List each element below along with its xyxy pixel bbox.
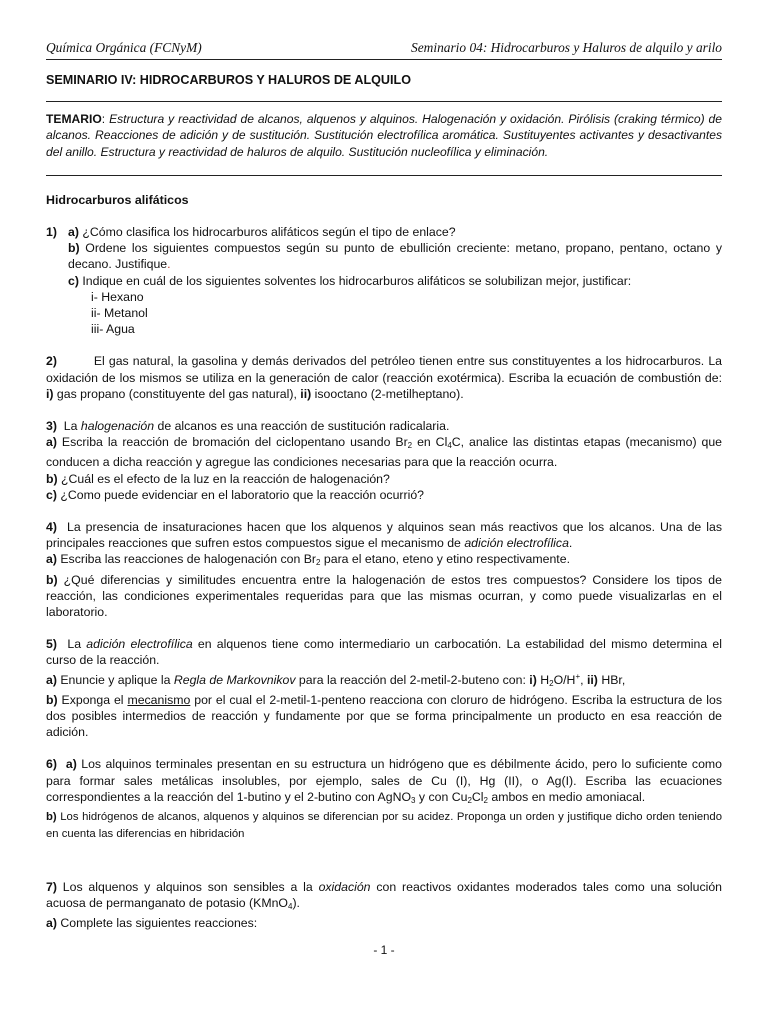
q5-a-sep: , bbox=[580, 672, 587, 687]
q3-intro-a: La bbox=[63, 418, 81, 433]
q5-a-ii-text: HBr, bbox=[597, 672, 626, 687]
q6-a-text1: Los alquinos terminales presentan en su estructura un hidrógeno que es débilmente ácido, pero lo suficiente como para formar sales metálicas insolubles, por ejemplo, sales de Cu (I), Hg (II), o Ag(I). Escriba las ecuaciones correspondientes a la reacción del 1-butino y el 2-butino con AgNO bbox=[46, 757, 722, 804]
question-2 bbox=[46, 353, 722, 402]
q7-intro-c: ). bbox=[292, 896, 300, 911]
q6-a-label: a) bbox=[65, 757, 77, 772]
q3-c-text: ¿Como puede evidenciar en el laboratorio que la reacción ocurrió? bbox=[56, 487, 425, 502]
q3-a-text2: en Cl bbox=[412, 435, 448, 450]
q3-a-sub2: 4 bbox=[447, 441, 452, 451]
q6-a-text2: y con Cu bbox=[415, 789, 468, 804]
q7-intro-em: oxidación bbox=[318, 879, 371, 894]
temario-label: TEMARIO bbox=[46, 112, 102, 126]
q4-a-sub: 2 bbox=[316, 558, 321, 568]
q6-b-label: b) bbox=[46, 810, 57, 823]
q3-b-text: ¿Cuál es el efecto de la luz en la reacción de halogenación? bbox=[57, 471, 390, 486]
q5-b-text1: Exponga el bbox=[57, 692, 128, 707]
question-3 bbox=[46, 418, 722, 503]
section-heading: Hidrocarburos alifáticos bbox=[46, 192, 189, 207]
question-7 bbox=[46, 879, 722, 932]
q3-intro-em: halogenación bbox=[80, 418, 155, 433]
q5-a-text2: para la reacción del 2-metil-2-buteno con: bbox=[295, 672, 530, 687]
q5-a-i-text2: O/H bbox=[553, 672, 576, 687]
q7-a-label: a) bbox=[46, 916, 57, 931]
question-4 bbox=[46, 519, 722, 620]
q1-b-text: Ordene los siguientes compuestos según su punto de ebullición creciente: metano, propano, pentano, octano y decano. Justifique bbox=[68, 241, 722, 272]
q4-intro-a: La presencia de insaturaciones hacen que los alquenos y alquinos sean más reactivos que los alcanos. Una de las principales reacciones que sufren estos compuestos sigue el mecanismo de bbox=[46, 519, 722, 551]
document-title: SEMINARIO IV: HIDROCARBUROS Y HALUROS DE ALQUILO bbox=[46, 73, 722, 102]
header-course: Química Orgánica (FCNyM) bbox=[46, 40, 202, 55]
q7-number: 7) bbox=[46, 879, 57, 894]
q6-a-sub2: 2 bbox=[467, 795, 472, 805]
q7-intro-a: Los alquenos y alquinos son sensibles a la bbox=[56, 879, 319, 894]
q5-a-label: a) bbox=[46, 672, 57, 687]
question-6 bbox=[46, 756, 722, 843]
q6-a-text3: Cl bbox=[471, 789, 484, 804]
q5-a-ii: ii) bbox=[586, 672, 598, 687]
q3-a-text3: C, analice las distintas etapas (mecanismo) que conducen a dicha reacción y agregue las condiciones necesarias para que la reacción ocurra. bbox=[46, 435, 723, 470]
question-1 bbox=[46, 224, 722, 337]
q3-a-label: a) bbox=[46, 435, 57, 450]
q3-c-label: c) bbox=[46, 487, 57, 502]
q5-intro-em: adición electrofílica bbox=[86, 637, 193, 652]
q5-intro-a: La bbox=[67, 637, 87, 652]
q4-intro-b: . bbox=[568, 536, 573, 551]
q1-option-2: ii- Metanol bbox=[91, 305, 148, 320]
q2-ii-label: ii) bbox=[300, 386, 312, 401]
q4-a-text2: para el etano, eteno y etino respectivamente. bbox=[320, 552, 570, 567]
q6-a-text4: ambos en medio amoniacal. bbox=[487, 789, 646, 804]
q5-a-i: i) bbox=[529, 672, 537, 687]
q1-c-label: c) bbox=[68, 273, 79, 288]
q4-a-label: a) bbox=[46, 552, 57, 567]
q5-b-text2: por el cual el 2-metil-1-penteno reacciona con cloruro de hidrógeno. Escriba la estructura de los dos posibles intermedios de reacción y fundamente por que se forma principalmente un producto en esa reacción de adición. bbox=[46, 692, 722, 740]
q6-a-sub3: 2 bbox=[483, 795, 488, 805]
q5-a-i-sup: + bbox=[575, 671, 581, 681]
q5-a-em: Regla de Markovnikov bbox=[173, 672, 296, 687]
temario-text: Estructura y reactividad de alcanos, alquenos y alquinos. Halogenación y oxidación. Pirólisis (craking térmico) de alcanos. Reacciones de adición y de sustitución. Sustitución electrofílica aromática. Sustituyentes activantes y desactivantes del anillo. Estructura y reactividad de haluros de alquilo. Sustitución nucleofílica y eliminación. bbox=[46, 112, 722, 159]
q4-intro-em: adición electrofílica bbox=[464, 536, 569, 551]
q1-b-label: b) bbox=[68, 241, 80, 256]
q5-b-label: b) bbox=[46, 692, 58, 707]
q3-a-text1: Escriba la reacción de bromación del ciclopentano usando Br bbox=[56, 435, 408, 450]
q1-c-text: Indique en cuál de los siguientes solventes los hidrocarburos alifáticos se solubilizan mejor, justificar: bbox=[82, 273, 632, 288]
q6-number: 6) bbox=[46, 757, 57, 772]
q2-number: 2) bbox=[46, 354, 57, 369]
q6-b-text: Los hidrógenos de alcanos, alquenos y alquinos se diferencian por su acidez. Proponga un orden y justifique dicho orden teniendo en cuenta las diferencias en hibridación bbox=[46, 810, 722, 840]
document-page bbox=[46, 40, 722, 957]
q4-a-text1: Escriba las reacciones de halogenación con Br bbox=[56, 552, 317, 567]
page-number: - 1 - bbox=[373, 942, 395, 957]
q1-option-3: iii- Agua bbox=[91, 322, 135, 337]
page-header bbox=[46, 40, 722, 60]
q1-a-text: ¿Cómo clasifica los hidrocarburos alifáticos según el tipo de enlace? bbox=[82, 224, 456, 239]
header-seminar: Seminario 04: Hidrocarburos y Haluros de alquilo y arilo bbox=[411, 40, 722, 55]
q3-a-sub1: 2 bbox=[407, 441, 413, 451]
q5-intro-b: en alquenos tiene como intermediario un carbocatión. La estabilidad del mismo determina el curso de la reacción. bbox=[46, 637, 722, 668]
q7-a-text: Complete las siguientes reacciones: bbox=[56, 916, 258, 931]
q1-number: 1) bbox=[46, 224, 57, 239]
q4-b-text: ¿Qué diferencias y similitudes encuentra entre la halogenación de estos tres compuestos? Considere los tipos de reacción, las condiciones experimentales requeridas para que las mismas ocurran, y como puede visualizarlas en el laboratorio. bbox=[46, 572, 722, 619]
q3-b-label: b) bbox=[46, 471, 58, 486]
q7-intro-sub: 4 bbox=[288, 902, 293, 912]
q3-number: 3) bbox=[46, 418, 57, 433]
q3-intro-b: de alcanos es una reacción de sustitución radicalaria. bbox=[154, 418, 450, 433]
q1-a-label: a) bbox=[68, 224, 79, 239]
q1-b-end: . bbox=[167, 257, 171, 272]
q2-i-text: gas propano (constituyente del gas natural), bbox=[53, 386, 301, 401]
q5-a-text1: Enuncie y aplique la bbox=[56, 672, 174, 687]
q6-a-sub1: 3 bbox=[411, 795, 416, 805]
question-5 bbox=[46, 636, 722, 740]
q4-b-label: b) bbox=[46, 572, 58, 587]
q5-number: 5) bbox=[46, 637, 57, 652]
q5-b-underlined: mecanismo bbox=[127, 692, 191, 707]
q5-a-i-sub: 2 bbox=[549, 678, 554, 688]
q1-option-1: i- Hexano bbox=[91, 289, 144, 304]
q2-ii-text: isooctano (2-metilheptano). bbox=[311, 386, 464, 401]
q2-i-label: i) bbox=[46, 386, 54, 401]
q2-text: El gas natural, la gasolina y demás derivados del petróleo tienen entre sus constituyentes a los hidrocarburos. La oxidación de los mismos se utiliza en la generación de calor (reacción exotérmica). Escriba la ecuación de combustión de: bbox=[46, 354, 722, 385]
temario-paragraph: TEMARIO: Estructura y reactividad de alcanos, alquenos y alquinos. Halogenación y oxidación. Pirólisis (craking térmico) de alcanos. Reacciones de adición y de sustitución. Sustitución electrofílica aromática. Sustituyentes activantes y desactivantes del anillo. Estructura y reactividad de haluros de alquilo. Sustitución nucleofílica y eliminación. bbox=[46, 111, 722, 176]
q4-number: 4) bbox=[46, 519, 57, 534]
q7-intro-b: con reactivos oxidantes moderados tales como una solución acuosa de permanganato de potasio (KMnO bbox=[46, 879, 722, 911]
q5-a-i-text: H bbox=[536, 672, 550, 687]
